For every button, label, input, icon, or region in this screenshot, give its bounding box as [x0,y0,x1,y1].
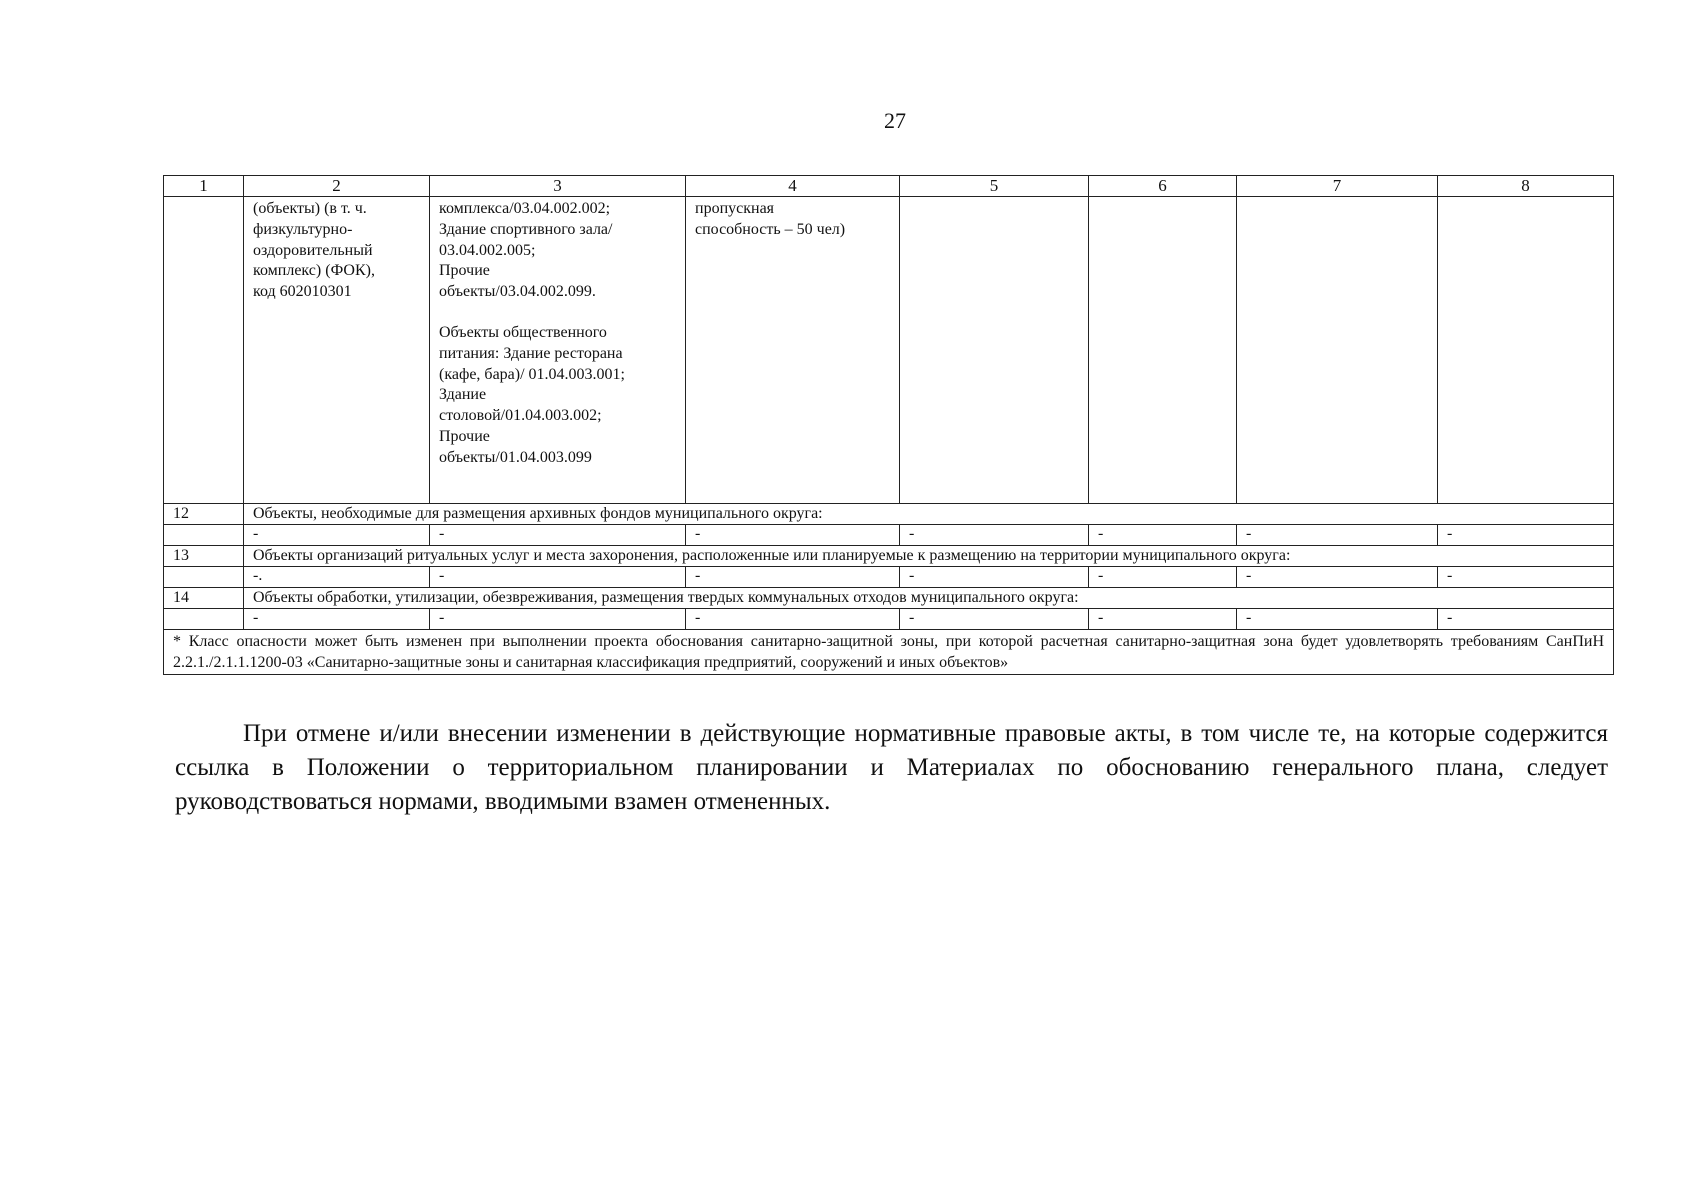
header-cell: 4 [686,176,900,197]
dash-cell: - [430,525,686,546]
table-cell [1089,197,1237,504]
capacity-cell [686,197,900,504]
cell-line: оздоровительный [253,241,373,259]
page-number: 27 [884,108,906,133]
dash-cell: - [430,567,686,588]
cell-line: столовой/01.04.003.002; [439,407,602,425]
cell-line: питания: Здание ресторана [439,344,623,362]
table-row [164,567,1614,588]
objects-table [163,175,1614,675]
header-cell: 5 [900,176,1089,197]
footnote-row [164,630,1614,675]
cell-line: Прочие [439,262,490,280]
dash-cell: - [1237,609,1438,630]
header-cell: 1 [164,176,244,197]
cell-line: объекты/03.04.002.099. [439,283,596,301]
dash-cell: - [1438,525,1614,546]
dash-cell: - [686,609,900,630]
table-row [164,609,1614,630]
table-cell [164,525,244,546]
dash-cell: - [1089,525,1237,546]
cell-line: Прочие [439,427,490,445]
dash-cell: - [900,567,1089,588]
dash-cell: -. [244,567,430,588]
table-cell [164,197,244,504]
dash-cell: - [686,525,900,546]
header-cell: 7 [1237,176,1438,197]
cell-line: код 602010301 [253,283,352,301]
table-row [164,525,1614,546]
section-number: 12 [164,504,244,525]
dash-cell: - [244,525,430,546]
cell-line: (кафе, бара)/ 01.04.003.001; [439,365,625,383]
table-cell [1237,197,1438,504]
cell-line: комплекса/03.04.002.002; [439,200,611,217]
section-number: 13 [164,546,244,567]
section-title: Объекты обработки, утилизации, обезвреживания, размещения твердых коммунальных отходов муниципального округа: [244,588,1614,609]
table-cell [1438,197,1614,504]
section-number: 14 [164,588,244,609]
cell-line: Здание спортивного зала/ [439,220,613,238]
dash-cell: - [1438,609,1614,630]
section-title: Объекты организаций ритуальных услуг и места захоронения, расположенные или планируемые к размещению на территории муниципального округа: [244,546,1614,567]
cell-line: (объекты) (в т. ч. [253,200,367,217]
footnote-text: * Класс опасности может быть изменен при выполнении проекта обоснования санитарно-защитной зоны, при которой расчетная санитарно-защитная зона будет удовлетворять требованиям СанПиН 2.2.1./2.1.1.1200-03 «Санитарно-защитные зоны и санитарная классификация предприятий, сооружений и иных объектов» [164,630,1614,675]
dash-cell: - [1089,567,1237,588]
object-types-cell [430,197,686,504]
cell-line: объекты/01.04.003.099 [439,448,592,466]
dash-cell: - [900,525,1089,546]
cell-line: 03.04.002.005; [439,241,536,259]
dash-cell: - [686,567,900,588]
dash-cell: - [430,609,686,630]
cell-line: Здание [439,386,487,404]
dash-cell: - [900,609,1089,630]
section-row-12 [164,504,1614,525]
header-cell: 2 [244,176,430,197]
section-row-14 [164,588,1614,609]
table-cell [164,609,244,630]
cell-line: способность – 50 чел) [695,220,846,238]
dash-cell: - [1237,525,1438,546]
dash-cell: - [1089,609,1237,630]
closing-paragraph: При отмене и/или внесении изменении в действующие нормативные правовые акты, в том числе те, на которые содержится ссылка в Положении о территориальном планировании и Материалах по обоснованию генерального плана, следует руководствоваться нормами, вводимыми взамен отмененных. [175,720,1608,815]
dash-cell: - [1438,567,1614,588]
cell-line: комплекс) (ФОК), [253,262,375,280]
section-row-13 [164,546,1614,567]
header-cell: 6 [1089,176,1237,197]
dash-cell: - [244,609,430,630]
section-title: Объекты, необходимые для размещения архивных фондов муниципального округа: [244,504,1614,525]
cell-line: физкультурно- [253,220,353,238]
dash-cell: - [1237,567,1438,588]
table-row [164,197,1614,504]
header-cell: 3 [430,176,686,197]
cell-line: пропускная [695,200,775,217]
table-cell [164,567,244,588]
header-cell: 8 [1438,176,1614,197]
cell-line: Объекты общественного [439,323,607,341]
table-header-row [164,176,1614,197]
table-cell [900,197,1089,504]
object-name-cell [244,197,430,504]
